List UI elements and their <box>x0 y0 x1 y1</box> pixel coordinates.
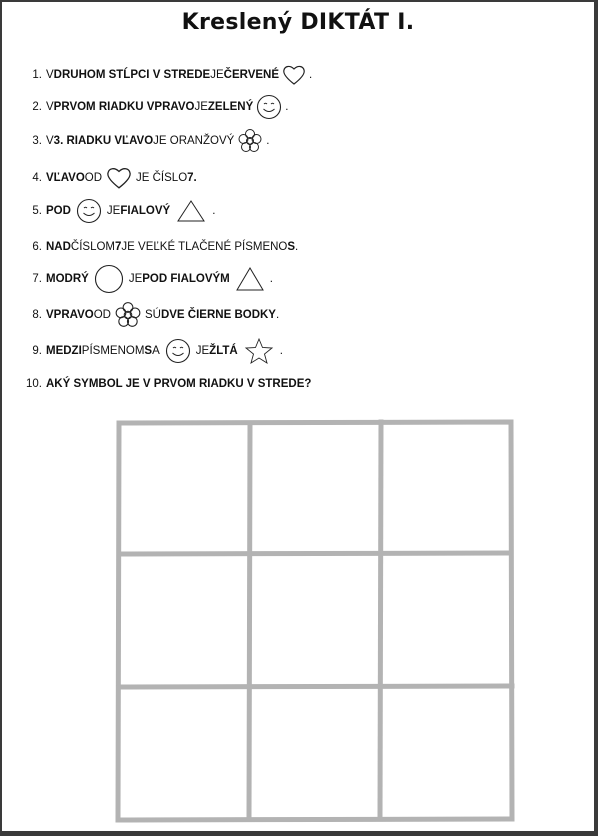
worksheet-page <box>2 2 594 831</box>
instruction-item-9 <box>2 338 283 364</box>
text-bold: 7. <box>187 172 197 184</box>
text: JE <box>106 205 121 217</box>
text-bold: PRVOM RIADKU VPRAVO <box>53 101 195 113</box>
text-bold: AKÝ SYMBOL JE V PRVOM RIADKU V STREDE? <box>46 378 312 390</box>
text-bold: ČERVENÉ <box>223 69 280 81</box>
text-bold: MEDZI <box>46 345 82 357</box>
text: V <box>46 135 54 147</box>
text-bold: S <box>287 241 296 253</box>
grid-border <box>118 422 512 820</box>
item-number: 10. <box>26 378 42 390</box>
item-number: 2. <box>32 101 42 113</box>
text-bold: NAD <box>46 241 71 253</box>
instruction-item-1 <box>2 62 312 88</box>
heart-icon <box>105 166 133 190</box>
text-bold: POD FIALOVÝM <box>142 273 230 285</box>
flower-icon <box>237 128 263 154</box>
instruction-item-3 <box>2 128 270 154</box>
text: . <box>285 101 289 113</box>
worksheet-title: Kreslený DIKTÁT I. <box>181 10 415 35</box>
text: JE VEĽKÉ TLAČENÉ PÍSMENO <box>121 241 288 253</box>
grid-horizontal-line-1 <box>119 553 511 554</box>
text-bold: ZELENÝ <box>207 101 254 113</box>
text: ČÍSLOM <box>70 241 116 253</box>
item-number: 6. <box>32 241 42 253</box>
text: . <box>269 273 273 285</box>
flower-icon <box>114 301 142 329</box>
text-bold: MODRÝ <box>46 273 89 285</box>
text: JE <box>210 69 224 81</box>
item-number: 4. <box>32 172 42 184</box>
text-bold: S <box>144 345 153 357</box>
item-number: 3. <box>32 135 42 147</box>
grid-vertical-line-1 <box>249 423 250 819</box>
instruction-item-8 <box>2 302 279 328</box>
answer-grid <box>113 417 517 825</box>
triangle-icon <box>235 266 265 292</box>
smiley-icon <box>76 198 102 224</box>
text: OD <box>93 309 111 321</box>
text-bold: 3. RIADKU VĽAVO <box>53 135 154 147</box>
instruction-item-4 <box>2 165 197 191</box>
item-number: 7. <box>32 273 42 285</box>
grid-lines <box>118 422 512 820</box>
item-number: 5. <box>32 205 42 217</box>
text-bold: FIALOVÝ <box>120 205 171 217</box>
text: V <box>46 69 54 81</box>
text: . <box>212 205 216 217</box>
text: . <box>309 69 313 81</box>
text: . <box>295 241 299 253</box>
text: OD <box>84 172 103 184</box>
text: JE ČÍSLO <box>136 172 188 184</box>
instruction-item-2 <box>2 94 288 120</box>
grid-vertical-line-2 <box>380 422 381 819</box>
item-number: 1. <box>32 69 42 81</box>
text: JE <box>194 101 208 113</box>
instruction-item-7 <box>2 266 273 292</box>
text: JE ORANŽOVÝ <box>153 135 235 147</box>
text: SÚ <box>144 309 161 321</box>
text: . <box>279 345 283 357</box>
star-icon <box>244 337 274 365</box>
text: PÍSMENOM <box>81 345 145 357</box>
instruction-item-6 <box>2 234 298 260</box>
item-number: 9. <box>32 345 42 357</box>
text: JE <box>128 273 143 285</box>
text: V <box>46 101 54 113</box>
text-bold: POD <box>46 205 71 217</box>
text-bold: 7 <box>115 241 122 253</box>
text: A <box>152 345 160 357</box>
circle-icon <box>94 264 124 294</box>
grid-horizontal-line-2 <box>119 686 512 687</box>
text-bold: ŽLTÁ <box>209 345 238 357</box>
smiley-icon <box>165 338 191 364</box>
text: JE <box>195 345 210 357</box>
text-bold: DVE ČIERNE BODKY <box>160 309 276 321</box>
heart-icon <box>282 64 306 86</box>
smiley-icon <box>256 94 282 120</box>
triangle-icon <box>176 199 206 223</box>
instruction-item-10 <box>2 371 311 397</box>
text-bold: DRUHOM STĹPCI V STREDE <box>53 69 211 81</box>
text-bold: VPRAVO <box>46 309 94 321</box>
text-bold: VĽAVO <box>46 172 85 184</box>
text: . <box>275 309 280 321</box>
instruction-item-5 <box>2 198 215 224</box>
item-number: 8. <box>32 309 42 321</box>
text: . <box>266 135 270 147</box>
